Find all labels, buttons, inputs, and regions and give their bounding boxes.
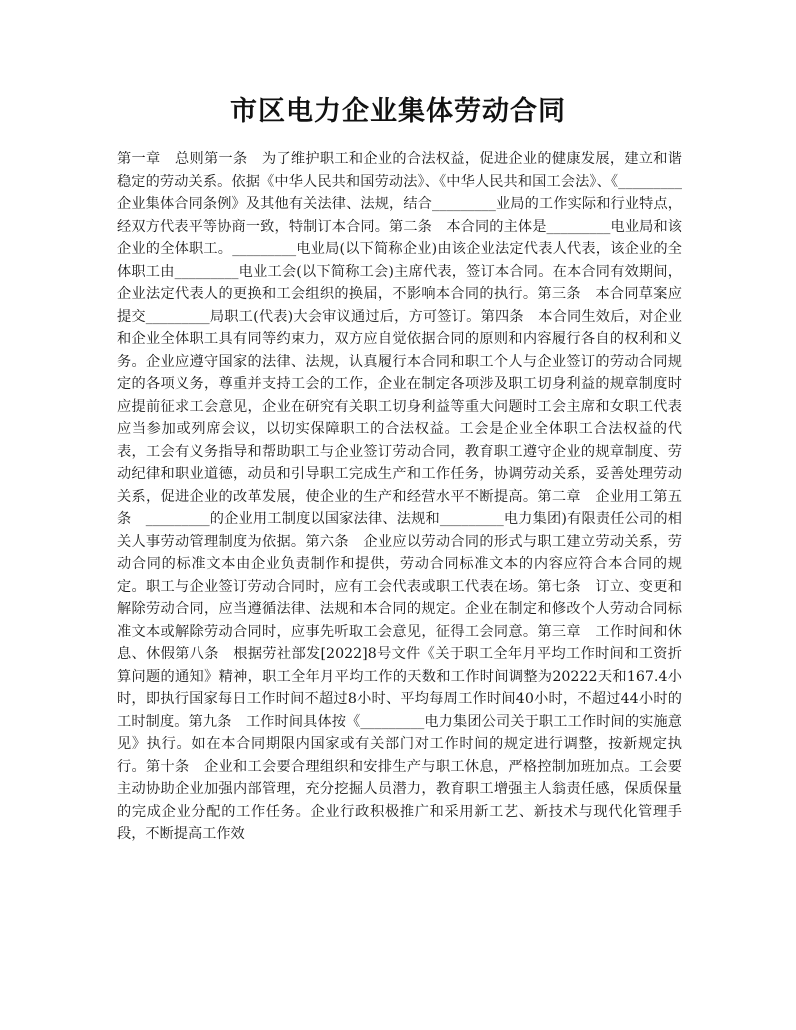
document-body-text: 第一章 总则第一条 为了维护职工和企业的合法权益，促进企业的健康发展，建立和谐稳定的劳动关系。依据《中华人民共和国劳动法》、《中华人民共和国工会法》、《_________企业集体合同条例》及其他有关法律、法规，结合_________业局的工作实际和行业特点，经双方代表平等协商一致，特制订本合同。第二条 本合同的主体是_________电业局和该企业的全体职工。_________电业局(以下简称企业)由该企业法定代表人代表，该企业的全体职工由_________电业工会(以下简称工会)主席代表，签订本合同。在本合同有效期间，企业法定代表人的更换和工会组织的换届，不影响本合同的执行。第三条 本合同草案应提交_________局职工(代表)大会审议通过后，方可签订。第四条 本合同生效后，对企业和企业全体职工具有同等约束力，双方应自觉依据合同的原则和内容履行各自的权利和义务。企业应遵守国家的法律、法规，认真履行本合同和职工个人与企业签订的劳动合同规定的各项义务，尊重并支持工会的工作，企业在制定各项涉及职工切身利益的规章制度时应提前征求工会意见，企业在研究有关职工切身利益等重大问题时工会主席和女职工代表应当参加或列席会议，以切实保障职工的合法权益。工会是企业全体职工合法权益的代表，工会有义务指导和帮助职工与企业签订劳动合同，教育职工遵守企业的规章制度、劳动纪律和职业道德，动员和引导职工完成生产和工作任务，协调劳动关系，妥善处理劳动关系，促进企业的改革发展，使企业的生产和经营水平不断提高。第二章 企业用工第五条 _________的企业用工制度以国家法律、法规和_________电力集团)有限责任公司的相关人事劳动管理制度为依据。第六条 企业应以劳动合同的形式与职工建立劳动关系，劳动合同的标准文本由企业负责制作和提供，劳动合同标准文本的内容应符合本合同的规定。职工与企业签订劳动合同时，应有工会代表或职工代表在场。第七条 订立、变更和解除劳动合同，应当遵循法律、法规和本合同的规定。企业在制定和修改个人劳动合同标准文本或解除劳动合同时，应事先听取工会意见，征得工会同意。第三章 工作时间和休息、休假第八条 根据劳社部发[2022]8号文件《关于职工全年月平均工作时间和工资折算问题的通知》精神，职工全年月平均工作的天数和工作时间调整为20222天和167.4小时，即执行国家每日工作时间不超过8小时、平均每周工作时间40小时，不超过44小时的工时制度。第九条 工作时间具体按《_________电力集团公司关于职工工作时间的实施意见》执行。如在本合同期限内国家或有关部门对工作时间的规定进行调整，按新规定执行。第十条 企业和工会要合理组织和安排生产与职工休息，严格控制加班加点。工会要主动协助企业加强内部管理，充分挖掘人员潜力，教育职工增强主人翁责任感，保质保量的完成企业分配的工作任务。企业行政积极推广和采用新工艺、新技术与现代化管理手段，不断提高工作效 (117, 151, 682, 842)
document-title: 市区电力企业集体劳动合同 (230, 96, 566, 127)
